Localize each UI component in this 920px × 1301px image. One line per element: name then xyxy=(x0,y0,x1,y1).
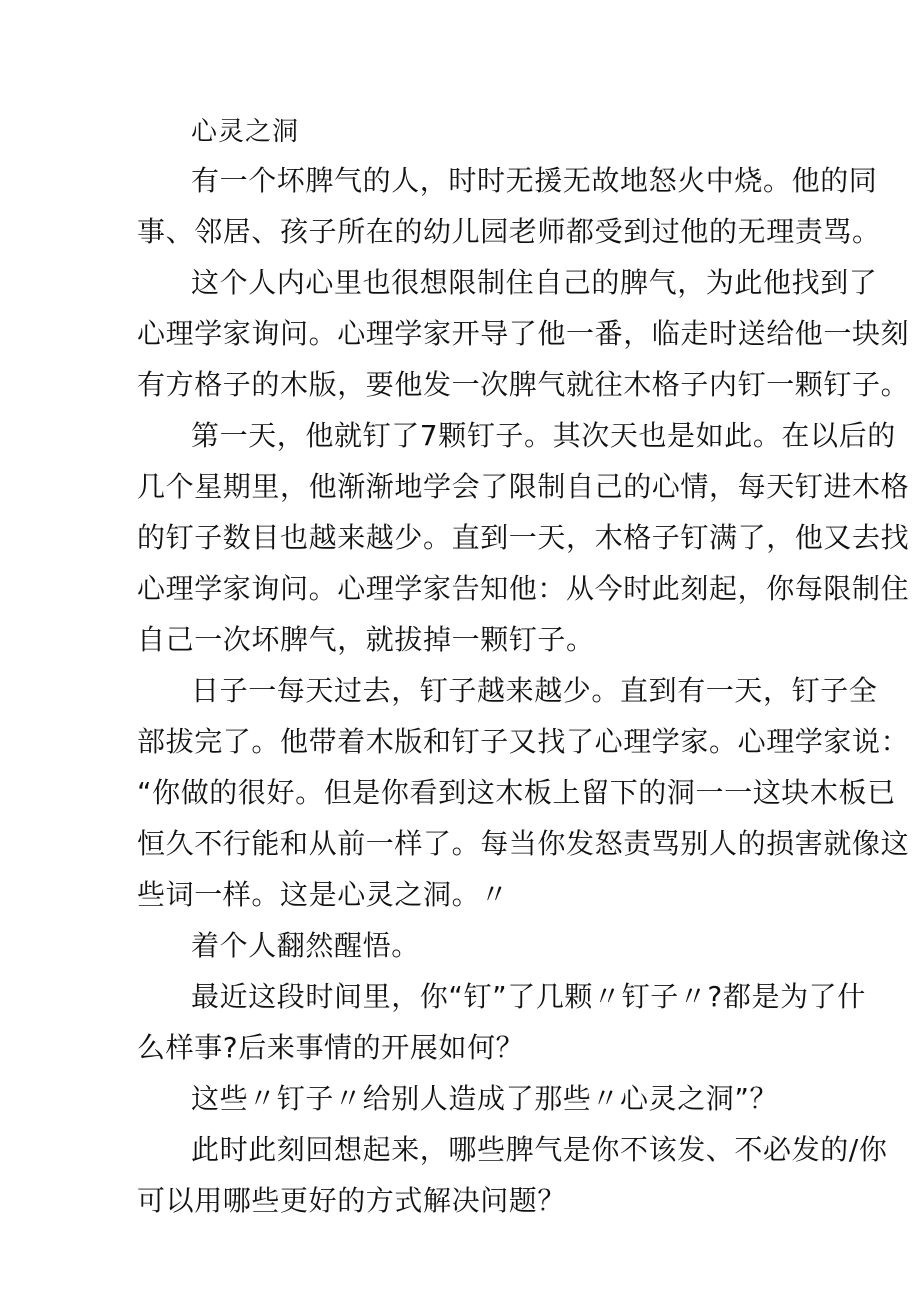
paragraph-6 xyxy=(137,971,866,1073)
paragraph-line: 心理学家询问。心理学家告知他：从今时此刻起，你每限制住 xyxy=(137,572,910,605)
paragraph-line: 事、邻居、孩子所在的幼儿园老师都受到过他的无理责骂。 xyxy=(137,215,881,248)
paragraph-line: 有一个坏脾气的人，时时无援无故地怒火中烧。他的同 xyxy=(191,164,878,197)
paragraph-line: 可以用哪些更好的方式解决问题？ xyxy=(137,1184,567,1217)
paragraph-line: 的钉子数目也越来越少。直到一天，木格子钉满了，他又去找 xyxy=(137,521,910,554)
paragraph-7 xyxy=(137,1073,802,1124)
paragraph-line: 着个人翻然醒悟。 xyxy=(191,929,420,962)
paragraph-line: 自己一次坏脾气，就拔掉一颗钉子。 xyxy=(137,623,595,656)
paragraph-line: 这个人内心里也很想限制住自己的脾气，为此他找到了 xyxy=(191,266,878,299)
paragraph-line: 此时此刻回想起来，哪些脾气是你不该发、不必发的/你 xyxy=(191,1133,888,1166)
document-body xyxy=(137,155,910,1226)
paragraph-2 xyxy=(137,257,910,410)
paragraph-4 xyxy=(137,665,910,920)
paragraph-line: 这些〃钉子〃给别人造成了那些〃心灵之洞”？ xyxy=(191,1082,779,1115)
paragraph-line: 几个星期里，他渐渐地学会了限制自己的心情，每天钉进木格 xyxy=(137,470,910,503)
paragraph-8 xyxy=(137,1124,888,1226)
paragraph-1 xyxy=(137,155,881,257)
paragraph-line: 最近这段时间里，你“钉”了几颗〃钉子〃?都是为了什 xyxy=(191,980,866,1013)
paragraph-line: 有方格子的木版，要他发一次脾气就往木格子内钉一颗钉子。 xyxy=(137,368,910,401)
paragraph-3 xyxy=(137,410,910,665)
paragraph-line: 部拔完了。他带着木版和钉子又找了心理学家。心理学家说： xyxy=(137,725,910,758)
paragraph-line: 些词一样。这是心灵之洞。〃 xyxy=(137,878,509,911)
document-title: 心灵之洞 xyxy=(191,117,300,147)
paragraph-5 xyxy=(137,920,802,971)
paragraph-line: 第一天，他就钉了7颗钉子。其次天也是如此。在以后的 xyxy=(191,419,896,452)
paragraph-line: 心理学家询问。心理学家开导了他一番，临走时送给他一块刻 xyxy=(137,317,910,350)
paragraph-line: 日子一每天过去，钉子越来越少。直到有一天，钉子全 xyxy=(191,674,878,707)
paragraph-line: 恒久不行能和从前一样了。每当你发怒责骂别人的损害就像这 xyxy=(137,827,910,860)
paragraph-line: 么样事?后来事情的开展如何？ xyxy=(137,1031,525,1064)
paragraph-line: “你做的很好。但是你看到这木板上留下的洞一一这块木板已 xyxy=(137,776,896,809)
